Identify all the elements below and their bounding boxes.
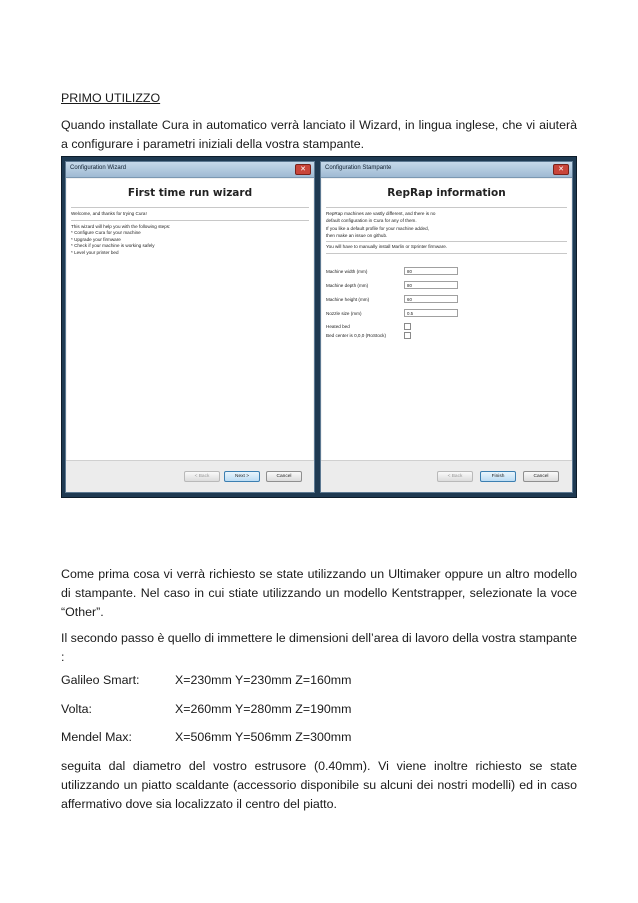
model-name: Galileo Smart: bbox=[61, 673, 140, 687]
wizard-title: First time run wizard bbox=[127, 187, 253, 199]
cancel-button[interactable]: Cancel bbox=[523, 471, 559, 482]
info-text: RepRap machines are vastly different, and there is no bbox=[326, 211, 436, 216]
machine-height-label: Machine height (mm) bbox=[326, 297, 370, 302]
paragraph-second-step: Il secondo passo è quello di immettere le dimensioni dell’area di lavoro della vostra stampante : bbox=[61, 631, 577, 664]
paragraph-third-step: seguita dal diametro del vostro estrusore (0.40mm). Vi viene inoltre richiesto se state utilizzando un piatto scaldante (accessorio disponibile su alcuni dei nostri modelli) ed in caso affermativo dove sia localizzato il centro del piatto. bbox=[61, 759, 577, 811]
welcome-text: Welcome, and thanks for trying Cura! bbox=[71, 211, 147, 216]
step-item: * Upgrade your firmware bbox=[71, 236, 121, 242]
wizard-screenshot bbox=[61, 156, 577, 498]
cancel-button[interactable]: Cancel bbox=[266, 471, 302, 482]
wizard-footer bbox=[321, 460, 572, 492]
info-text: If you like a default profile for your machine added, bbox=[326, 226, 429, 231]
bed-center-label: Bed center is 0,0,0 (RoStock) bbox=[326, 333, 387, 338]
wizard-title: RepRap information bbox=[387, 187, 506, 199]
intro-paragraph: Quando installate Cura in automatico verrà lanciato il Wizard, in lingua inglese, che vi aiuterà a configurare i parametri iniziali della vostra stampante. bbox=[61, 118, 577, 151]
step-item: * Check if your machine is working safely bbox=[71, 243, 155, 248]
model-row bbox=[61, 673, 351, 687]
wizard-content bbox=[67, 179, 313, 460]
close-icon[interactable]: ✕ bbox=[553, 164, 569, 175]
close-icon[interactable]: ✕ bbox=[295, 164, 311, 175]
nozzle-size-label: Nozzle size (mm) bbox=[326, 311, 362, 316]
divider bbox=[326, 253, 567, 254]
window-title: Configuration Wizard bbox=[70, 165, 127, 171]
back-button[interactable]: < Back bbox=[437, 471, 473, 482]
next-button[interactable]: Next > bbox=[224, 471, 260, 482]
model-row bbox=[61, 730, 351, 744]
firmware-note: You will have to manually install Marlin or Sprinter firmware. bbox=[326, 244, 448, 249]
model-dimensions: X=230mm Y=230mm Z=160mm bbox=[175, 673, 352, 687]
wizard-content bbox=[322, 179, 571, 460]
paragraph-first-step: Come prima cosa vi verrà richiesto se state utilizzando un Ultimaker oppure un altro modello di stampante. Nel caso in cui stiate utilizzando un modello Kentstrapper, selezionate la voce “Other”. bbox=[61, 567, 577, 619]
machine-height-input[interactable]: 60 bbox=[404, 295, 458, 303]
machine-width-input[interactable]: 80 bbox=[404, 267, 458, 275]
window-title: Configuration Stampante bbox=[325, 165, 392, 171]
machine-depth-label: Machine depth (mm) bbox=[326, 283, 369, 288]
model-dimensions: X=260mm Y=280mm Z=190mm bbox=[175, 702, 352, 716]
heated-bed-checkbox[interactable] bbox=[404, 323, 411, 330]
info-text: default configuration in Cura for any of them. bbox=[326, 217, 417, 223]
wizard-footer bbox=[66, 460, 314, 492]
title-bar bbox=[321, 162, 572, 178]
help-text: This wizard will help you with the following steps: bbox=[71, 223, 171, 229]
finish-button[interactable]: Finish bbox=[480, 471, 516, 482]
heated-bed-label: Heated bed bbox=[326, 324, 350, 329]
machine-depth-input[interactable]: 80 bbox=[404, 281, 458, 289]
model-name: Mendel Max: bbox=[61, 730, 132, 744]
info-text: then make an issue on github. bbox=[326, 232, 388, 238]
model-dimensions: X=506mm Y=506mm Z=300mm bbox=[175, 730, 352, 744]
model-name: Volta: bbox=[61, 702, 93, 716]
reprap-info-window bbox=[320, 161, 573, 493]
back-button[interactable]: < Back bbox=[184, 471, 220, 482]
step-item: * Configure Cura for your machine bbox=[71, 230, 141, 235]
nozzle-size-input[interactable]: 0.5 bbox=[404, 309, 458, 317]
bed-center-checkbox[interactable] bbox=[404, 332, 411, 339]
machine-width-label: Machine width (mm) bbox=[326, 269, 368, 274]
title-bar bbox=[66, 162, 314, 178]
model-row bbox=[61, 702, 351, 716]
step-item: * Level your printer bed bbox=[71, 249, 119, 255]
section-heading: PRIMO UTILIZZO bbox=[61, 91, 161, 105]
first-run-wizard-window bbox=[65, 161, 315, 493]
